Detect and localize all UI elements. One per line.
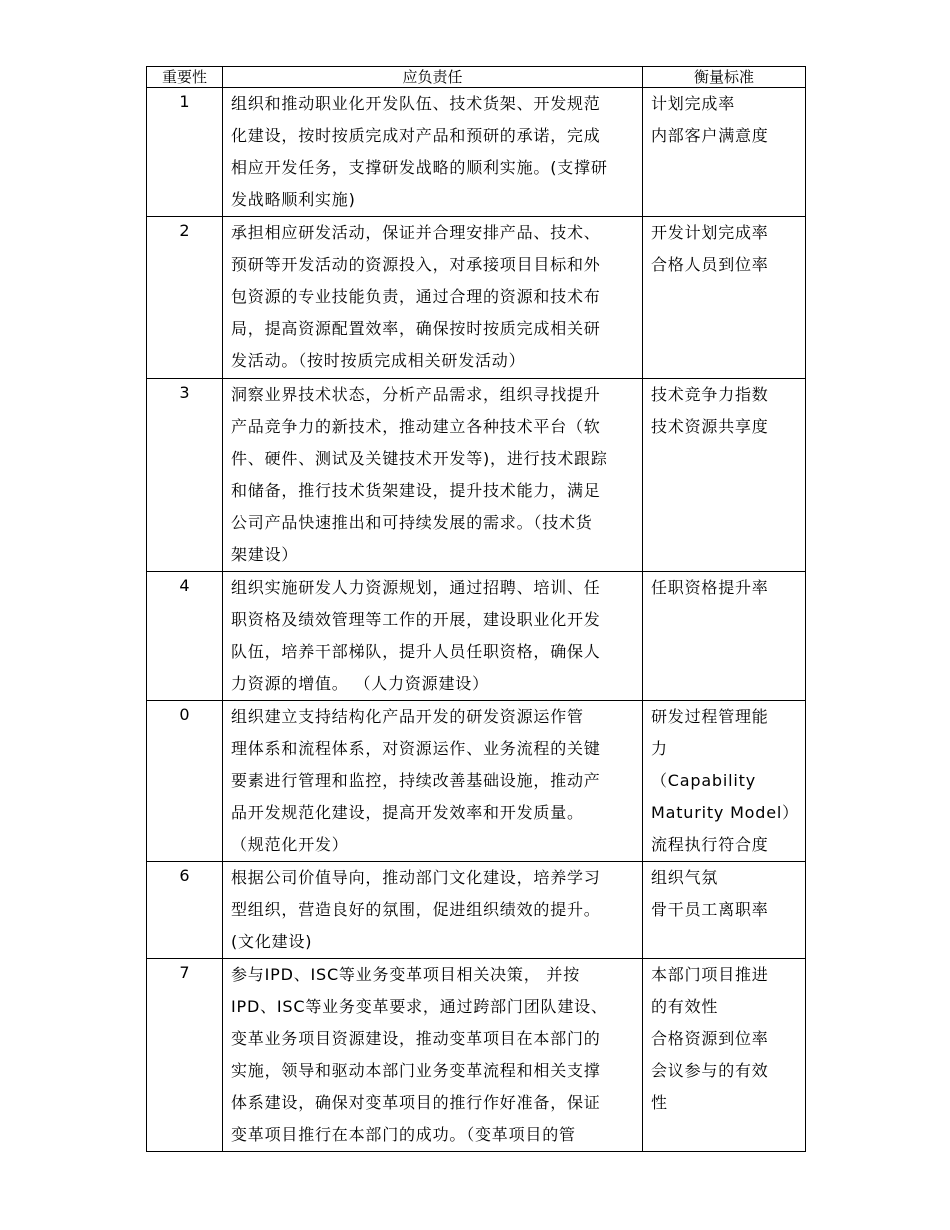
responsibility-line: 组织建立支持结构化产品开发的研发资源运作管: [231, 707, 584, 726]
measure-line: 研发过程管理能: [651, 707, 769, 726]
responsibility-line: 体系建设，确保对变革项目的推行作好准备，保证: [231, 1093, 601, 1112]
responsibility-cell: [223, 959, 643, 1152]
measure-line: 本部门项目推进: [651, 965, 769, 984]
table-row: [147, 217, 806, 379]
responsibility-line: 化建设，按时按质完成对产品和预研的承诺，完成: [231, 126, 601, 145]
table-row: [147, 88, 806, 217]
responsibility-cell: [223, 217, 643, 379]
measure-line: 内部客户满意度: [651, 126, 769, 145]
measure-cell: [643, 862, 806, 959]
responsibility-line: 要素进行管理和监控，持续改善基础设施，推动产: [231, 771, 601, 790]
responsibility-line: 包资源的专业技能负责，通过合理的资源和技术布: [231, 287, 601, 306]
measure-line: 任职资格提升率: [651, 578, 769, 597]
measure-line: 的有效性: [651, 997, 719, 1016]
table-row: [147, 959, 806, 1152]
measure-line: 开发计划完成率: [651, 223, 769, 242]
importance-cell: 0: [147, 701, 223, 862]
responsibility-line: 变革项目推行在本部门的成功。（变革项目的管: [231, 1125, 576, 1144]
responsibility-line: （规范化开发）: [231, 835, 349, 854]
measure-line: 技术资源共享度: [651, 417, 769, 436]
header-importance: 重要性: [147, 67, 223, 88]
measure-cell: [643, 217, 806, 379]
responsibility-line: 实施，领导和驱动本部门业务变革流程和相关支撑: [231, 1061, 601, 1080]
header-row: [147, 67, 806, 88]
responsibility-line: 参与IPD、ISC等业务变革项目相关决策， 并按: [231, 965, 581, 984]
measure-cell: [643, 88, 806, 217]
measure-cell: [643, 572, 806, 701]
responsibility-line: 品开发规范化建设，提高开发效率和开发质量。: [231, 803, 584, 822]
importance-cell: 1: [147, 88, 223, 217]
measure-line: （Capability: [651, 771, 756, 790]
header-responsibility: 应负责任: [223, 67, 643, 88]
measure-line: 骨干员工离职率: [651, 900, 769, 919]
importance-cell: 2: [147, 217, 223, 379]
responsibility-line: 发活动。（按时按质完成相关研发活动）: [231, 351, 526, 370]
measure-line: 技术竞争力指数: [651, 385, 769, 404]
responsibility-line: 相应开发任务，支撑研发战略的顺利实施。(支撑研: [231, 158, 608, 177]
responsibility-cell: [223, 379, 643, 572]
measure-line: 力: [651, 739, 668, 758]
responsibility-line: 组织和推动职业化开发队伍、技术货架、开发规范: [231, 94, 601, 113]
measure-line: 流程执行符合度: [651, 835, 769, 854]
measure-cell: [643, 379, 806, 572]
responsibility-line: 洞察业界技术状态，分析产品需求，组织寻找提升: [231, 385, 601, 404]
table-row: [147, 701, 806, 862]
responsibility-line: 组织实施研发人力资源规划，通过招聘、培训、任: [231, 578, 601, 597]
importance-cell: 7: [147, 959, 223, 1152]
measure-line: 合格资源到位率: [651, 1029, 769, 1048]
responsibility-line: 预研等开发活动的资源投入，对承接项目目标和外: [231, 255, 601, 274]
responsibility-line: 架建设）: [231, 545, 299, 564]
responsibility-line: 队伍，培养干部梯队，提升人员任职资格，确保人: [231, 642, 601, 661]
responsibility-line: 力资源的增值。 （人力资源建设）: [231, 674, 489, 693]
responsibility-cell: [223, 862, 643, 959]
responsibility-line: 型组织，营造良好的氛围，促进组织绩效的提升。: [231, 900, 601, 919]
table-row: [147, 572, 806, 701]
responsibility-cell: [223, 701, 643, 862]
responsibility-cell: [223, 572, 643, 701]
responsibility-line: 理体系和流程体系，对资源运作、业务流程的关键: [231, 739, 601, 758]
responsibility-line: 职资格及绩效管理等工作的开展，建设职业化开发: [231, 610, 601, 629]
responsibility-line: 产品竞争力的新技术，推动建立各种技术平台（软: [231, 417, 601, 436]
importance-cell: 3: [147, 379, 223, 572]
header-measure: 衡量标准: [643, 67, 806, 88]
responsibility-line: (文化建设): [231, 932, 313, 951]
measure-line: 合格人员到位率: [651, 255, 769, 274]
responsibility-line: 发战略顺利实施): [231, 190, 356, 209]
responsibility-line: IPD、ISC等业务变革要求，通过跨部门团队建设、: [231, 997, 608, 1016]
responsibility-line: 根据公司价值导向，推动部门文化建设，培养学习: [231, 868, 601, 887]
measure-line: 组织气氛: [651, 868, 719, 887]
responsibility-cell: [223, 88, 643, 217]
measure-line: Maturity Model）: [651, 803, 799, 822]
responsibility-line: 和储备，推行技术货架建设，提升技术能力，满足: [231, 481, 601, 500]
importance-cell: 6: [147, 862, 223, 959]
measure-line: 性: [651, 1093, 668, 1112]
measure-cell: [643, 701, 806, 862]
responsibility-table: [146, 66, 806, 1152]
measure-line: 会议参与的有效: [651, 1061, 769, 1080]
responsibility-line: 公司产品快速推出和可持续发展的需求。（技术货: [231, 513, 593, 532]
responsibility-line: 承担相应研发活动，保证并合理安排产品、技术、: [231, 223, 601, 242]
responsibility-line: 件、硬件、测试及关键技术开发等)，进行技术跟踪: [231, 449, 608, 468]
measure-line: 计划完成率: [651, 94, 736, 113]
table-row: [147, 862, 806, 959]
table-body: [147, 88, 806, 1152]
importance-cell: 4: [147, 572, 223, 701]
responsibility-line: 变革业务项目资源建设，推动变革项目在本部门的: [231, 1029, 601, 1048]
table-row: [147, 379, 806, 572]
measure-cell: [643, 959, 806, 1152]
responsibility-line: 局，提高资源配置效率，确保按时按质完成相关研: [231, 319, 601, 338]
